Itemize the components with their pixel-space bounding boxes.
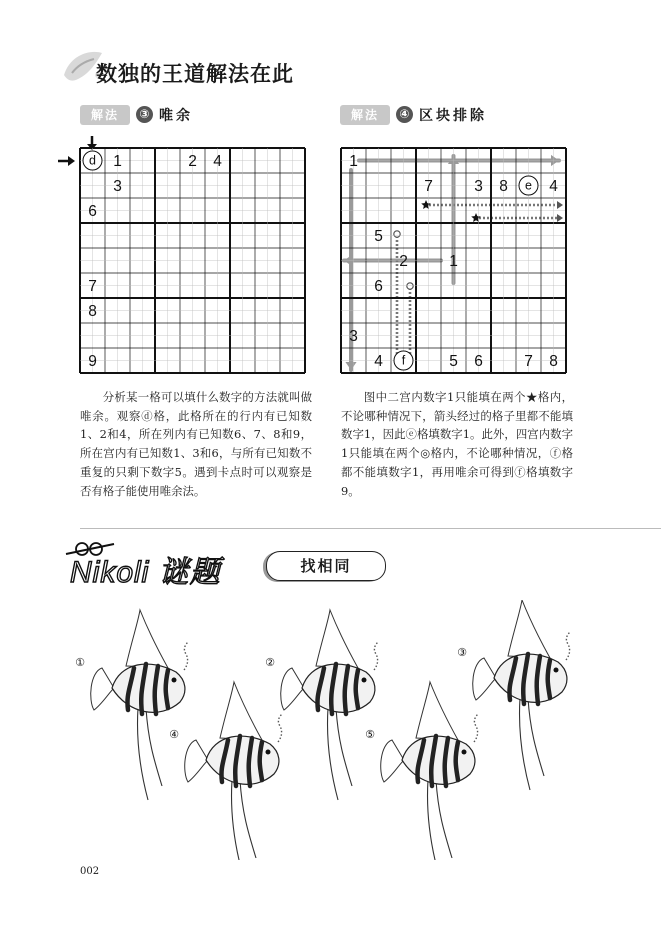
cell-digit: 1 [349,153,358,170]
explanation-left [80,388,312,500]
bubble-trail [374,642,378,670]
fish-stripe [260,742,262,780]
cell-digit: 1 [113,153,122,170]
cell-digit: 8 [499,178,508,195]
fin-shape [231,780,256,860]
cell-digit: 8 [549,353,558,370]
bubble-trail [566,632,570,660]
angelfish-illustration [265,610,378,800]
fish-body [112,664,185,712]
cell-digit: 8 [88,303,97,320]
fish-stripe [166,670,168,708]
fish-body [206,736,279,784]
fish-stripe [456,742,458,780]
fin-shape [185,740,208,782]
cell-digit: 3 [113,178,122,195]
fin-shape [473,658,496,700]
page-number: 002 [80,866,100,877]
circled-cell-letter: e [525,178,532,193]
double-ring-icon [407,283,413,289]
dotted-arrow-head-icon [557,201,563,209]
nikoli-logo-text: Nikoli 谜题 [70,556,221,589]
fin-shape [327,708,352,800]
page-title: 数独的王道解法在此 [96,62,294,86]
dotted-arrow-head-icon [557,214,563,222]
fish-stripe [548,660,550,698]
cell-digit: 6 [374,278,383,295]
cell-digit: 7 [424,178,433,195]
angelfish-illustration [75,610,188,800]
fish-eye [554,668,559,673]
circled-cell-letter: d [89,153,96,168]
section-tag-left [80,104,193,126]
column-arrow-down-head-icon [345,362,356,370]
star-icon [471,213,481,222]
cell-digit: 1 [449,253,458,270]
fish-label: ② [265,657,275,669]
cell-digit: 7 [524,353,533,370]
star-icon [421,200,431,209]
cell-digit: 4 [374,353,383,370]
fish-stripe [356,670,358,708]
section-tag-right [340,104,487,126]
angelfish-illustration [169,682,282,860]
fish-body [402,736,475,784]
cell-digit: 9 [88,353,97,370]
puzzle-title-badge: 找相同 [266,551,386,581]
explanation-text: 分析某一格可以填什么数字的方法就叫做唯余。观察ⓓ格，此格所在的行内有已知数1、2和4，所在列内有已知数6、7、8和9，所在宫内有已知数1、3和6，与所有已知数不重复的只剩下数字5。遇到卡点时可以观察是否有格子能使用唯余法。 [80,390,312,498]
method-label: 唯余 [159,107,193,124]
cell-digit: 2 [188,153,197,170]
fin-shape [126,610,168,668]
fin-shape [381,740,404,782]
sudoku-grid-right [337,144,573,380]
fish-label: ③ [457,647,467,659]
cell-digit: 2 [399,253,408,270]
fish-eye [266,750,271,755]
method-label: 区块排除 [419,107,487,124]
bubble-trail [474,714,478,742]
fin-shape [137,708,162,800]
fish-body [494,654,567,702]
bubble-trail [278,714,282,742]
fin-shape [519,698,544,790]
fish-eye [172,678,177,683]
fin-shape [416,682,458,740]
double-ring-icon [394,231,400,237]
explanation-right [341,388,573,500]
right-arrow-head-icon [68,156,75,166]
fin-shape [508,600,550,658]
fish-illustrations [60,600,661,860]
method-badge: 解法 [340,105,390,125]
fish-eye [362,678,367,683]
cell-digit: 4 [213,153,222,170]
fin-shape [281,668,304,710]
cell-digit: 5 [374,228,383,245]
cell-digit: 4 [549,178,558,195]
method-number: ④ [396,106,413,123]
cell-digit: 3 [349,328,358,345]
cell-digit: 6 [474,353,483,370]
fish-label: ④ [169,729,179,741]
method-number: ③ [136,106,153,123]
explanation-text: 图中二宫内数字1只能填在两个★格内，不论哪种情况下，箭头经过的格子里都不能填数字1，因此ⓔ格填数字1。此外，四宫内数字1只能填在两个◎格内，不论哪种情况，ⓕ格都不能填数字1，再用唯余可得到ⓕ格填数字9。 [341,390,573,498]
fish-body [302,664,375,712]
fin-shape [220,682,262,740]
bubble-trail [184,642,188,670]
cell-digit: 6 [88,203,97,220]
fish-label: ① [75,657,85,669]
fin-shape [91,668,114,710]
cell-digit: 5 [449,353,458,370]
fish-label: ⑤ [365,729,375,741]
cell-digit: 3 [474,178,483,195]
method-badge: 解法 [80,105,130,125]
fin-shape [427,780,452,860]
sudoku-grid-left [56,128,316,380]
cell-digit: 7 [88,278,97,295]
fin-shape [316,610,358,668]
fish-eye [462,750,467,755]
circled-cell-letter: f [401,353,406,368]
divider [80,528,661,529]
angelfish-illustration [365,682,478,860]
